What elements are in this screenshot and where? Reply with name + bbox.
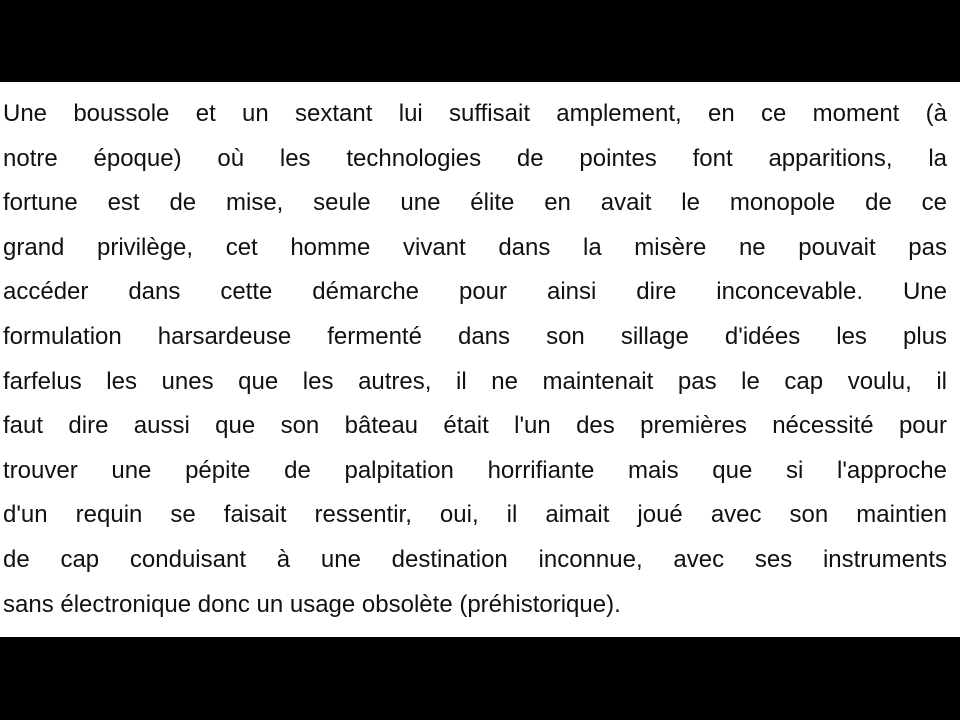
text-line: faut dire aussi que son bâteau était l'un des premières nécessité pour [3,412,947,440]
text-line: accéder dans cette démarche pour ainsi dire inconcevable. Une [3,278,947,306]
text-line: de cap conduisant à une destination inconnue, avec ses instruments [3,545,947,573]
text-line: grand privilège, cet homme vivant dans la misère ne pouvait pas [3,233,947,261]
text-line: d'un requin se faisait ressentir, oui, il aimait joué avec son maintien [3,501,947,529]
text-line: farfelus les unes que les autres, il ne maintenait pas le cap voulu, il [3,367,947,395]
text-line: notre époque) où les technologies de pointes font apparitions, la [3,144,947,172]
paragraph [3,92,947,627]
text-line: trouver une pépite de palpitation horrifiante mais que si l'approche [3,456,947,484]
text-line: Une boussole et un sextant lui suffisait amplement, en ce moment (à [3,100,947,127]
text-page [0,82,960,637]
text-line: sans électronique donc un usage obsolète (préhistorique). [3,590,621,618]
text-line: formulation harsardeuse fermenté dans son sillage d'idées les plus [3,322,947,350]
text-line: fortune est de mise, seule une élite en avait le monopole de ce [3,189,947,217]
